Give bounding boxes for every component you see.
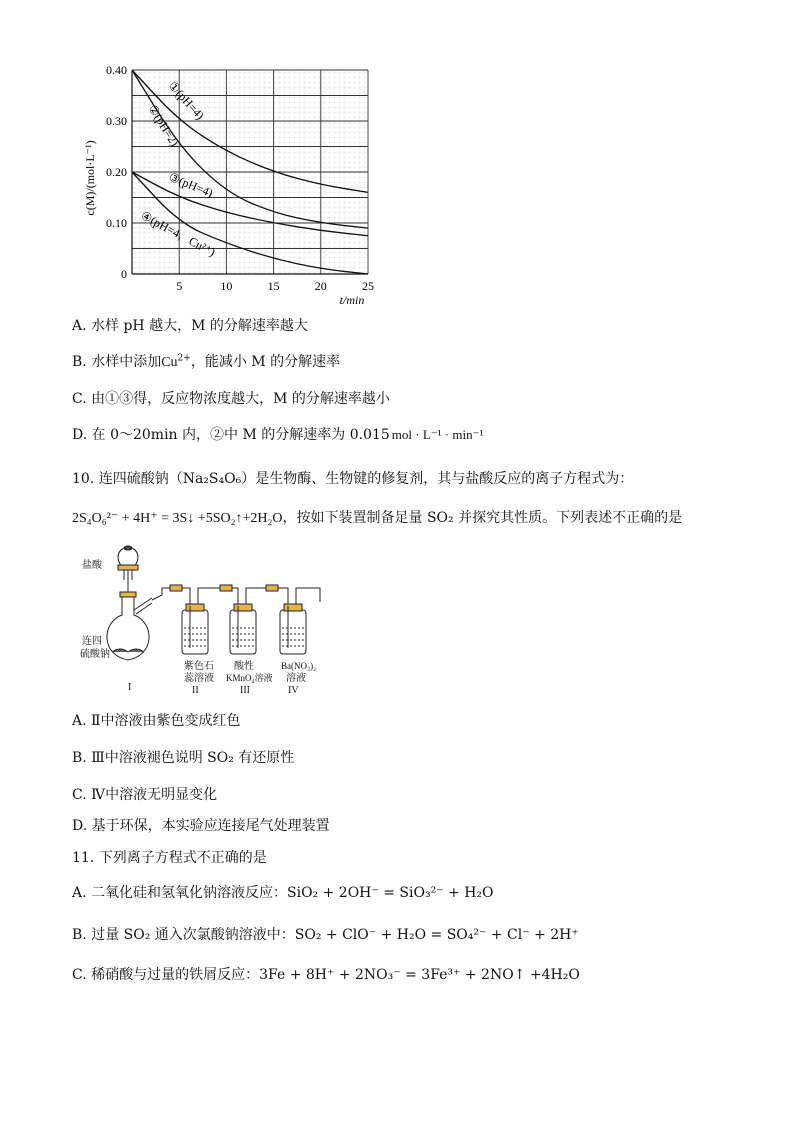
label-reagent-line2: 硫酸钠: [80, 649, 110, 660]
q9-option-b-ion-charge: 2+: [177, 353, 191, 364]
y-tick-label: 0.20: [106, 165, 127, 179]
q9-option-d: [72, 425, 483, 445]
q9-option-d-unit: mol · L⁻¹ · min⁻¹: [391, 427, 484, 442]
y-tick-label: 0.40: [106, 63, 127, 77]
q9-option-b-ion: Cu: [161, 355, 178, 370]
q11-option-c: C. 稀硝酸与过量的铁屑反应：3Fe + 8H⁺ + 2NO₃⁻ = 3Fe³⁺ + 2NO↑ +4H₂O: [72, 967, 580, 983]
exhaust-tube: [296, 588, 320, 606]
x-tick-label: 5: [176, 279, 183, 293]
x-tick-label: 15: [267, 279, 280, 293]
x-tick-label: 25: [362, 279, 374, 293]
label-reagent-line1: 连四: [82, 636, 102, 647]
q10-equation: 2S₄O₆²⁻ + 4H⁺ = 3S↓ +5SO₂↑+2H₂O: [72, 511, 283, 526]
x-tick-label: 10: [220, 279, 233, 293]
q10-option-b: B. Ⅲ中溶液褪色说明 SO₂ 有还原性: [72, 750, 295, 766]
series-label-4: ④(pH=4，Cu²⁺): [138, 208, 218, 260]
round-bottom-flask: [107, 592, 152, 660]
label-roman-1: I: [128, 682, 132, 693]
q9-option-b: [72, 352, 340, 373]
label-roman-4: IV: [288, 685, 299, 696]
bottle-3: [230, 604, 256, 654]
q10-equation-line: [72, 508, 682, 529]
q9-option-b-suffix: ，能减小 M 的分解速率: [190, 354, 341, 370]
y-tick-label: 0.10: [106, 216, 127, 230]
concentration-time-chart: [60, 58, 390, 313]
series-label-3: ③(pH=4): [166, 169, 215, 201]
q10-option-d: D. 基于环保，本实验应连接尾气处理装置: [72, 818, 330, 834]
y-axis-label: c(M)/(mol·L⁻¹): [83, 140, 97, 216]
label-bottle3-line2: KMnO₄溶液: [226, 673, 273, 683]
q10-option-c: C. Ⅳ中溶液无明显变化: [72, 787, 218, 803]
q11-stem: 11. 下列离子方程式不正确的是: [72, 850, 267, 866]
q10-stem: 10. 连四硫酸钠（Na₂S₄O₆）是生物酶、生物键的修复剂，其与盐酸反应的离子方程式为：: [72, 471, 634, 487]
q11-option-a: A. 二氧化硅和氢氧化钠溶液反应：SiO₂ + 2OH⁻ = SiO₃²⁻ + H₂O: [72, 885, 494, 901]
x-axis-label: t/min: [339, 293, 365, 307]
bottle-2: [182, 604, 208, 654]
q9-option-a: A. 水样 pH 越大，M 的分解速率越大: [72, 318, 308, 334]
x-tick-label: 20: [314, 279, 327, 293]
label-acid: 盐酸: [82, 560, 102, 571]
series-label-2: ②(pH=2): [145, 102, 182, 149]
q9-option-c: C. 由①③得，反应物浓度越大，M 的分解速率越小: [72, 391, 390, 407]
series-label-1: ①(pH=4): [165, 78, 208, 123]
y-tick-label: 0.30: [106, 114, 127, 128]
q9-option-b-prefix: B. 水样中添加: [72, 354, 162, 370]
q10-option-a: A. Ⅱ中溶液由紫色变成红色: [72, 713, 241, 729]
y-tick-label: 0: [121, 267, 127, 281]
label-roman-2: II: [192, 685, 199, 696]
label-roman-3: III: [240, 685, 250, 696]
label-bottle2-line2: 蕊溶液: [184, 673, 214, 684]
label-bottle4-line1: Ba(NO₃)₂: [281, 661, 317, 671]
q9-option-d-text: D. 在 0～20min 内，②中 M 的分解速率为 0.015: [72, 427, 390, 443]
label-bottle4-line2: 溶液: [286, 673, 306, 684]
bottle-4: [280, 604, 306, 654]
label-bottle2-line1: 紫色石: [184, 661, 214, 672]
separatory-funnel: [118, 546, 138, 595]
apparatus-diagram: [80, 540, 340, 700]
q11-option-b: B. 过量 SO₂ 通入次氯酸钠溶液中：SO₂ + ClO⁻ + H₂O = SO₄²⁻ + Cl⁻ + 2H⁺: [72, 927, 579, 943]
q10-equation-tail: ，按如下装置制备足量 SO₂ 并探究其性质。下列表述不正确的是: [282, 510, 683, 526]
label-bottle3-line1: 酸性: [234, 661, 254, 672]
